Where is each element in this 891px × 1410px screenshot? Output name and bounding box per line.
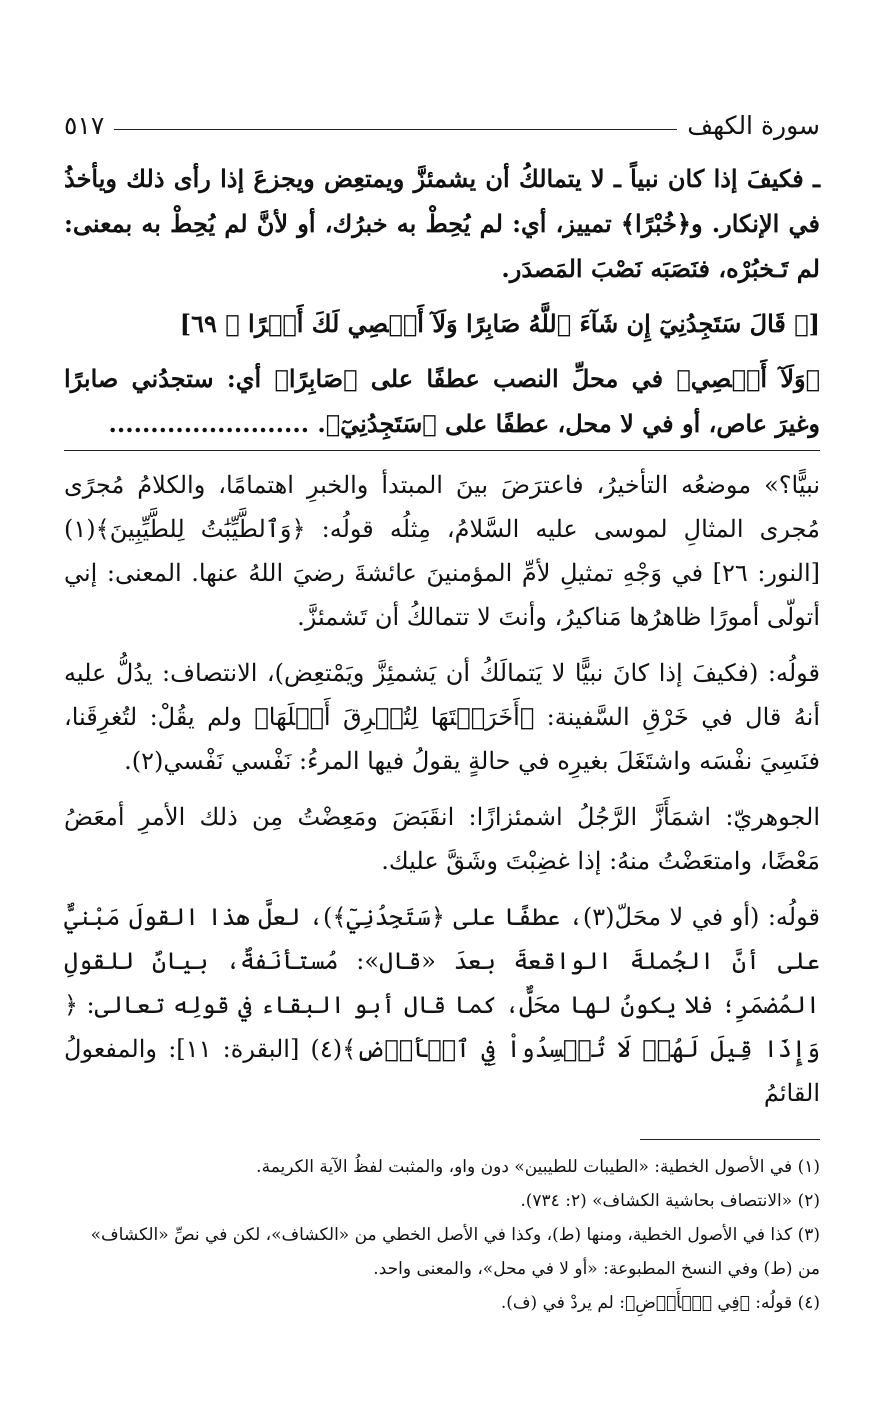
footnote-separator xyxy=(640,1139,820,1140)
header-rule xyxy=(114,129,677,130)
main-paragraph: ـ فكيفَ إذا كان نبياً ـ لا يتمالكُ أن يشمئزَّ ويمتعِض ويجزعَ إذا رأى ذلك ويأخذُ في الإنكار. و﴿خُبْرًا﴾ تمييز، أي: لم يُحِطْ به خبرُك، أو لأنَّ لم يُحِطْ به بمعنى: لم تَـخبُرْه، فنَصَبَه نَصْبَ المَصدَر. xyxy=(64,164,820,283)
commentary-paragraph: قولُه: (أو في لا محَلّ(٣)، عطفًا على ﴿سَتَجِدُنِيٓ﴾)، لعلَّ هذا القولَ مَبْنيٌّ على أنَّ الجُملةَ الواقعةَ بعدَ «قال»: مُستأنَفةٌ، بيانٌ للقولِ المُضمَرِ؛ فلا يكونُ لها محَلٌّ، كما قال أبو البقاء في قولِه تعالى: ﴿ وَإِذَا قِيلَ لَهُمۡ لَا تُفۡسِدُواْ فِي ٱلۡأَرۡضِ﴾(٤) [البقرة: ١١]: والمفعولُ القائمُ xyxy=(64,903,821,1107)
footnote: (١) في الأصول الخطية: «الطيبات للطيبين» دون واو، والمثبت لفظُ الآية الكريمة. xyxy=(256,1157,820,1177)
section-divider xyxy=(64,450,820,451)
commentary-paragraph: قولُه: (فكيفَ إذا كانَ نبيًّا لا يَتمالَكُ أن يَشمئِزَّ ويَمْتعِض)، الانتصاف: يدُلُّ عليه أنهُ قال في خَرْقِ السَّفينة: ﴿أَخَرَقۡتَهَا لِتُغۡرِقَ أَهۡلَهَا﴾ ولم يقُلْ: لتُغرِقَنا، فنَسِيَ نفْسَه واشتَغَلَ بغيرِه في حالةٍ يقولُ فيها المرءُ: نَفْسي نَفْسي(٢). xyxy=(64,659,820,775)
commentary-text xyxy=(64,463,820,1115)
main-text xyxy=(64,156,820,446)
main-paragraph: ﴿وَلَآ أَعۡصِي﴾ في محلِّ النصب عطفًا على ﴿صَابِرًا﴾ أي: ستجدُني صابرًا وغيرَ عاص، أو في لا محل، عطفًا على ﴿سَتَجِدُنِيٓ﴾. ........................ xyxy=(64,364,820,438)
page-number: ٥١٧ xyxy=(64,111,105,140)
commentary-paragraph: الجوهريّ: اشمَأَزَّ الرَّجُلُ اشمئزازًا: انقَبَضَ ومَعِضْتُ مِن ذلك الأمرِ أمعَضُ مَعْضًا، وامتعَضْتُ منهُ: إذا غضِبْتَ وشَقَّ عليك. xyxy=(64,803,820,875)
footnotes xyxy=(64,1150,820,1320)
surah-title: سورة الكهف xyxy=(687,111,820,140)
footnote: (٤) قولُه: ﴿فِي ٱلۡأَرۡضِ﴾: لم يردْ في (ف). xyxy=(500,1293,820,1313)
commentary-paragraph: نبيًّا؟» موضعُه التأخيرُ، فاعترَضَ بينَ المبتدأ والخبرِ اهتمامًا، والكلامُ مُجرًى مُجرى المثالِ لموسى عليه السَّلامُ، مِثلُه قولُه: ﴿وَٱلطَّيِّبَٰتُ لِلطَّيِّبِينَ﴾(١) [النور: ٢٦] في وَجْهِ تمثيلِ لأمِّ المؤمنينَ عائشةَ رضيَ اللهُ عنها. المعنى: إني أتولّى أمورًا ظاهرُها مَناكيرُ، وأنتَ لا تتمالكُ أن تَشمئزَّ. xyxy=(64,471,820,631)
book-page xyxy=(64,96,820,1320)
quran-verse: [﴿ قَالَ سَتَجِدُنِيٓ إِن شَآءَ ٱللَّهُ صَابِرًا وَلَآ أَعۡصِي لَكَ أَمۡرًا ﴾ ٦٩] xyxy=(179,309,820,338)
footnote: (٣) كذا في الأصول الخطية، ومنها (ط)، وكذا في الأصل الخطي من «الكشاف»، لكن في نصِّ «الكشاف» من (ط) وفي النسخ المطبوعة: «أو لا في محل»، والمعنى واحد. xyxy=(90,1225,820,1279)
footnote: (٢) «الانتصاف بحاشية الكشاف» (٢: ٧٣٤). xyxy=(520,1191,820,1211)
page-header xyxy=(64,96,820,140)
